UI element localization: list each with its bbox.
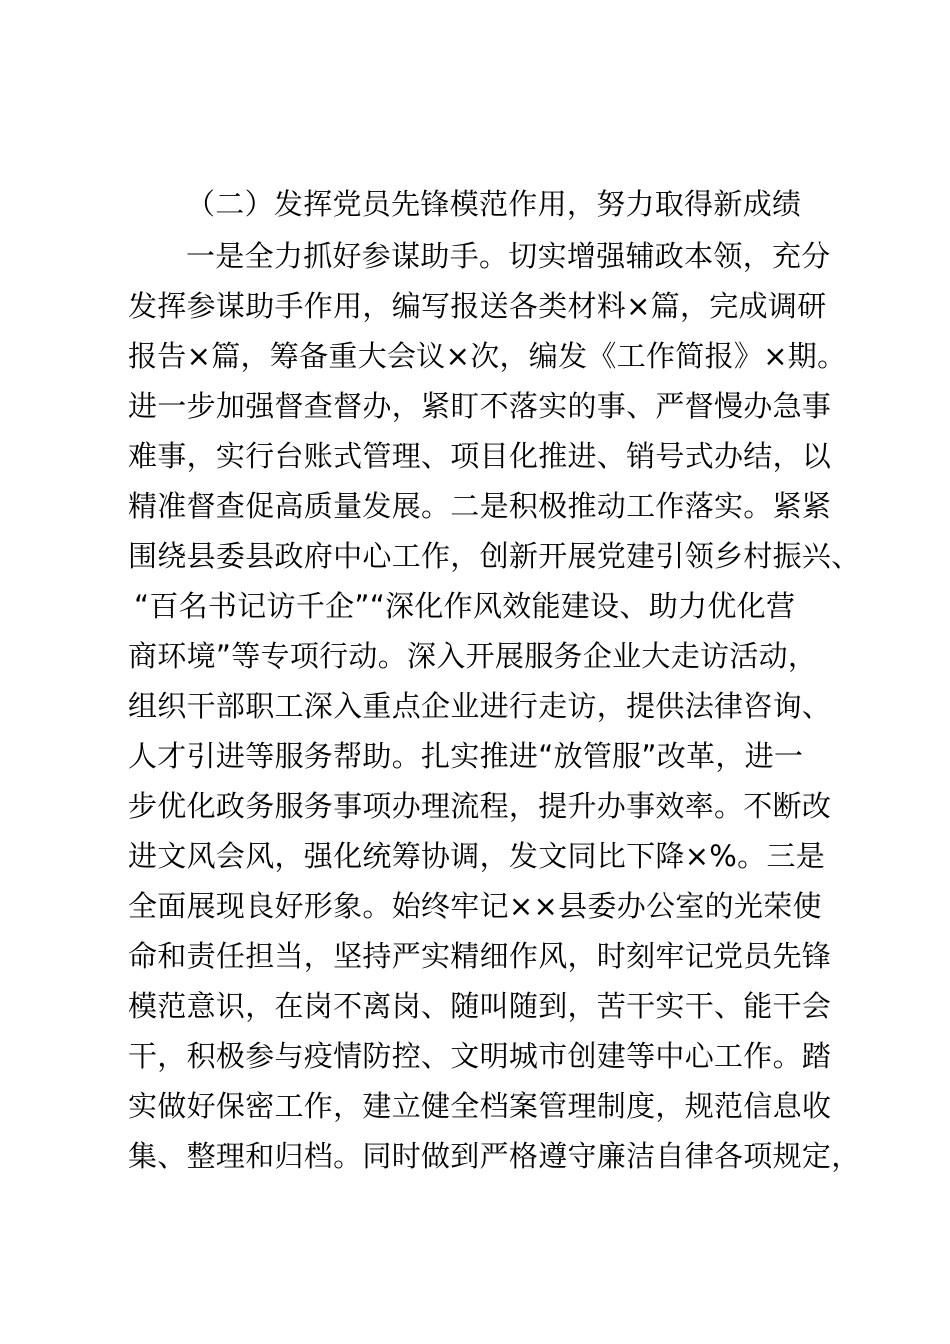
body-line: 报告×篇，筹备重大会议×次，编发《工作简报》×期。	[128, 339, 847, 373]
body-line: 干，积极参与疫情防控、文明城市创建等中心工作。踏	[128, 1039, 832, 1073]
body-line: 进文风会风，强化统筹协调，发文同比下降×%。三是	[128, 839, 826, 873]
body-line: 围绕县委县政府中心工作，创新开展党建引领乡村振兴、	[128, 539, 861, 573]
body-line: 集、整理和归档。同时做到严格遵守廉洁自律各项规定，	[128, 1139, 861, 1173]
body-line: 精准督查促高质量发展。二是积极推动工作落实。紧紧	[128, 489, 832, 523]
body-line: 商环境”等专项行动。深入开展服务企业大走访活动，	[128, 639, 818, 673]
body-line: 人才引进等服务帮助。扎实推进“放管服”改革，进一	[128, 739, 804, 773]
body-line: 难事，实行台账式管理、项目化推进、销号式办结，以	[128, 439, 832, 473]
body-line: “百名书记访千企”“深化作风效能建设、助力优化营	[134, 589, 796, 623]
body-line: 发挥参谋助手作用，编写报送各类材料×篇，完成调研	[128, 289, 827, 323]
body-line: 全面展现良好形象。始终牢记××县委办公室的光荣使	[128, 889, 822, 923]
body-line: 一是全力抓好参谋助手。切实增强辅政本领，充分	[186, 239, 831, 273]
body-line: 模范意识，在岗不离岗、随叫随到，苦干实干、能干会	[128, 989, 832, 1023]
section-heading: （二）发挥党员先锋模范作用，努力取得新成绩	[186, 187, 802, 221]
body-line: 步优化政务服务事项办理流程，提升办事效率。不断改	[128, 789, 832, 823]
body-line: 组织干部职工深入重点企业进行走访，提供法律咨询、	[128, 689, 832, 723]
body-line: 进一步加强督查督办，紧盯不落实的事、严督慢办急事	[128, 389, 832, 423]
body-line: 实做好保密工作，建立健全档案管理制度，规范信息收	[128, 1089, 832, 1123]
body-line: 命和责任担当，坚持严实精细作风，时刻牢记党员先锋	[128, 939, 832, 973]
